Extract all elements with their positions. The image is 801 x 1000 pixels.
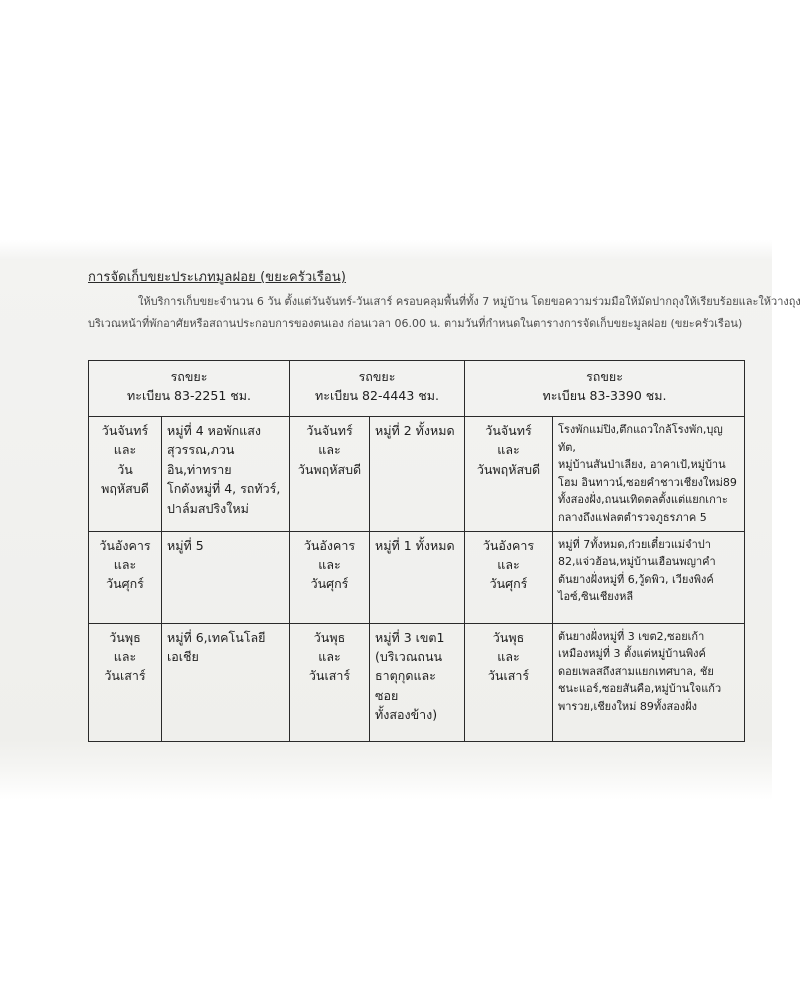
day-text: วันเสาร์ xyxy=(487,668,530,684)
area-text: หมู่ที่ 4 หอพักแสง xyxy=(167,423,261,438)
truck-header-3 xyxy=(465,361,745,417)
day-text: วันศุกร์ xyxy=(106,576,144,592)
area-text: 82,แจ่วฮ้อน,หมู่บ้านเฮือนพญาคำ xyxy=(558,555,716,569)
day-text: วันจันทร์ xyxy=(306,423,353,438)
area-text: ไอซ์,ซินเชียงหลี xyxy=(558,590,634,604)
day-text: และ xyxy=(113,442,137,458)
day-text: พฤหัสบดี xyxy=(101,481,149,497)
truck2-area-cell xyxy=(370,417,465,532)
table-row xyxy=(89,417,745,532)
truck3-days-cell xyxy=(465,417,553,532)
truck3-days-cell xyxy=(465,531,553,623)
truck1-days-cell xyxy=(89,623,162,741)
day-text: และ xyxy=(318,556,341,572)
truck2-days-cell xyxy=(290,417,370,532)
area-text: หมู่ที่ 1 ทั้งหมด xyxy=(375,537,455,553)
truck-header-2 xyxy=(290,361,465,417)
day-text: และ xyxy=(497,442,520,458)
area-text: เหมืองหมู่ที่ 3 ตั้งแต่หมู่บ้านพิงค์ xyxy=(558,647,706,661)
day-text: วัน xyxy=(117,461,133,477)
day-text: และ xyxy=(113,556,137,572)
area-text: โฮม อินทาวน์,ซอยคำชาวเชียงใหม่89 xyxy=(558,475,737,489)
day-text: วันพุธ xyxy=(492,629,525,645)
truck3-area-cell xyxy=(553,623,745,741)
area-text: หมู่ที่ 3 เขต1 xyxy=(375,629,445,645)
truck-plate: ทะเบียน 82-4443 ชม. xyxy=(315,388,439,404)
truck1-days-cell xyxy=(89,531,162,623)
area-text: สุวรรณ,ภวนอิน,ท่าทราย xyxy=(167,442,235,477)
truck1-area-cell xyxy=(162,531,290,623)
truck3-days-cell xyxy=(465,623,553,741)
area-text: หมู่ที่ 2 ทั้งหมด xyxy=(375,423,455,438)
area-text: ต้นยางฝั่งหมู่ที่ 3 เขต2,ซอยเก้า xyxy=(558,629,705,643)
area-text: หมู่ที่ 6,เทคโนโลยี xyxy=(167,629,266,645)
area-text: หมู่ที่ 7ทั้งหมด,ก๋วยเตี๋ยวแม่จำปา xyxy=(558,537,711,551)
table-row xyxy=(89,623,745,741)
day-text: วันศุกร์ xyxy=(310,576,349,592)
truck-label: รถขยะ xyxy=(358,369,396,384)
area-text: โกดังหมู่ที่ 4, รถทัวร์, xyxy=(167,481,281,497)
day-text: และ xyxy=(113,648,137,664)
day-text: วันจันทร์ xyxy=(485,423,532,438)
area-text: เอเชีย xyxy=(167,648,199,664)
truck-header-row xyxy=(89,361,745,417)
area-text: (บริเวณถนน xyxy=(375,648,443,664)
area-text: พารวย,เชียงใหม่ 89ทั้งสองฝั่ง xyxy=(558,699,697,713)
day-text: วันอังคาร xyxy=(303,537,356,553)
truck2-days-cell xyxy=(290,623,370,741)
day-text: วันพฤหัสบดี xyxy=(297,461,362,477)
area-text: โรงพักแม่ปิง,ตึกแถวใกล้โรงพัก,บุญทัต, xyxy=(558,423,723,454)
day-text: วันพุธ xyxy=(109,629,141,645)
truck3-area-cell xyxy=(553,531,745,623)
day-text: และ xyxy=(318,442,341,458)
day-text: วันเสาร์ xyxy=(104,668,146,684)
area-text: ต้นยางฝั่งหมู่ที่ 6,วู้ดพิว, เวียงพิงค์ xyxy=(558,572,714,586)
area-text: ทั้งสองฝั่ง,ถนนเทิดตลตั้งแต่แยกเกาะ xyxy=(558,493,728,507)
day-text: และ xyxy=(497,556,520,572)
area-text: ธาตุกุดและซอย xyxy=(375,668,436,703)
area-text: ชนะแอร์,ซอยสันคือ,หมู่บ้านใจแก้ว xyxy=(558,682,722,696)
truck2-area-cell xyxy=(370,531,465,623)
area-text: ทั้งสองข้าง) xyxy=(375,707,438,723)
truck2-days-cell xyxy=(290,531,370,623)
truck-label: รถขยะ xyxy=(586,369,623,384)
area-text: กลางถึงแฟลตตำรวจภูธรภาค 5 xyxy=(558,510,707,524)
truck3-area-cell xyxy=(553,417,745,532)
document-title: การจัดเก็บขยะประเภทมูลฝอย (ขยะครัวเรือน) xyxy=(88,270,347,285)
table-row xyxy=(89,531,745,623)
truck-label: รถขยะ xyxy=(170,369,208,384)
truck1-area-cell xyxy=(162,417,290,532)
truck2-area-cell xyxy=(370,623,465,741)
day-text: วันพุธ xyxy=(313,629,346,645)
day-text: วันเสาร์ xyxy=(308,668,351,684)
area-text: หมู่ที่ 5 xyxy=(167,537,204,553)
truck-plate: ทะเบียน 83-2251 ชม. xyxy=(127,388,251,404)
day-text: และ xyxy=(497,648,520,664)
truck-plate: ทะเบียน 83-3390 ชม. xyxy=(542,388,667,404)
day-text: วันอังคาร xyxy=(99,537,151,553)
area-text: หมู่บ้านสันป่าเลียง, อาคาเป้,หมู่บ้าน xyxy=(558,458,726,472)
day-text: วันจันทร์ xyxy=(101,423,149,438)
intro-paragraph-line-1: ให้บริการเก็บขยะจำนวน 6 วัน ตั้งแต่วันจันทร์-วันเสาร์ ครอบคลุมพื้นที่ทั้ง 7 หมู่บ้าน โดยขอความร่วมมือให้มัดปากถุงให้เรียบร้อยและให้วางถุง xyxy=(138,295,801,308)
truck1-days-cell xyxy=(89,417,162,532)
collection-schedule-table xyxy=(88,360,745,742)
intro-paragraph-line-2: บริเวณหน้าที่พักอาศัยหรือสถานประกอบการของตนเอง ก่อนเวลา 06.00 น. ตามวันที่กำหนดในตารางการจัดเก็บขยะมูลฝอย (ขยะครัวเรือน) xyxy=(88,317,743,330)
truck-header-1 xyxy=(89,361,290,417)
day-text: วันอังคาร xyxy=(482,537,535,553)
area-text: ปาล์มสปริงใหม่ xyxy=(167,500,249,516)
day-text: วันศุกร์ xyxy=(489,576,528,592)
truck1-area-cell xyxy=(162,623,290,741)
day-text: วันพฤหัสบดี xyxy=(476,461,541,477)
area-text: ดอยเพลสถึงสามแยกเทศบาล, ชัย xyxy=(558,664,714,678)
day-text: และ xyxy=(318,648,341,664)
